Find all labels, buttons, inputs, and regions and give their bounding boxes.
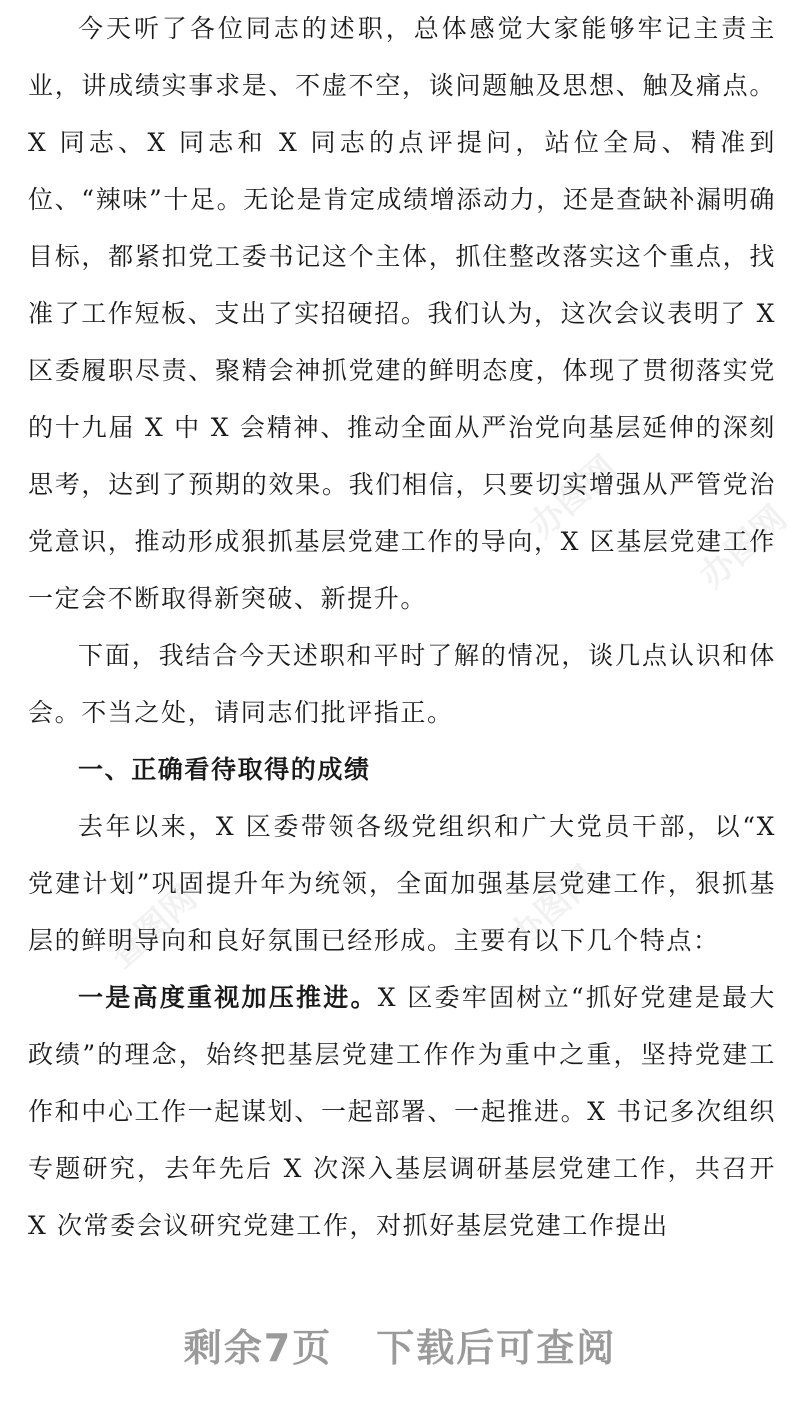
watermark: 办图网: [502, 858, 605, 957]
remaining-pages-label: 剩余7页: [183, 1326, 333, 1370]
watermark: 查图网: [102, 878, 205, 977]
watermark: 办图网: [522, 448, 625, 547]
point-lead: 一是高度重视加压推进。: [78, 983, 378, 1012]
download-banner[interactable]: [0, 1318, 800, 1378]
paragraph: 下面，我结合今天述职和平时了解的情况，谈几点认识和体会。不当之处，请同志们批评指正。: [28, 641, 776, 727]
paragraph: 今天听了各位同志的述职，总体感觉大家能够牢记主责主业，讲成绩实事求是、不虚不空，谈问题触及思想、触及痛点。X 同志、X 同志和 X 同志的点评提问，站位全局、精准到位、“辣味”十足。无论是肯定成绩增添动力，还是查缺补漏明确目标，都紧扣党工委书记这个主体，抓住整改落实这个重点，找准了工作短板、支出了实招硬招。我们认为，这次会议表明了 X 区委履职尽责、聚精会神抓党建的鲜明态度，体现了贯彻落实党的十九届 X 中 X 会精神、推动全面从严治党向基层延伸的深刻思考，达到了预期的效果。我们相信，只要切实增强从严管党治党意识，推动形成狠抓基层党建工作的导向，X 区基层党建工作一定会不断取得新突破、新提升。: [28, 14, 776, 613]
paragraph: 去年以来，X 区委带领各级党组织和广大党员干部，以“X 党建计划”巩固提升年为统领，全面加强基层党建工作，狠抓基层的鲜明导向和良好氛围已经形成。主要有以下几个特点：: [28, 812, 776, 955]
watermark: 办图网: [692, 498, 795, 597]
point-body: X 区委牢固树立“抓好党建是最大政绩”的理念，始终把基层党建工作作为重中之重，坚持党建工作和中心工作一起谋划、一起部署、一起推进。X 书记多次组织专题研究，去年先后 X 次深入基层调研基层党建工作，共召开 X 次常委会议研究党建工作，对抓好基层党建工作提出: [28, 983, 776, 1240]
section-heading: 一、正确看待取得的成绩: [78, 755, 371, 784]
download-hint-label: 下载后可查阅: [376, 1326, 617, 1370]
paragraph: [28, 969, 776, 1254]
document-body: [28, 0, 776, 1254]
